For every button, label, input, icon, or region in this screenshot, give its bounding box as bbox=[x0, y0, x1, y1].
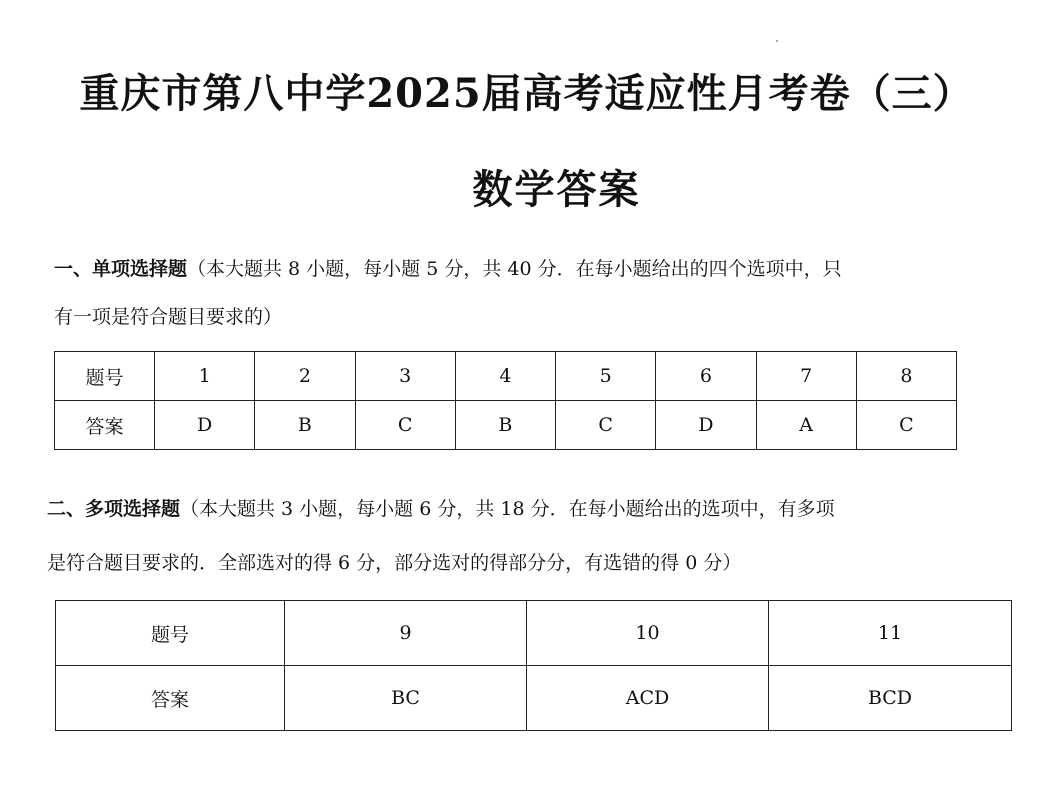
row-header-label: 题号 bbox=[56, 601, 285, 666]
answer-cell: D bbox=[155, 401, 255, 450]
answer-cell: A bbox=[756, 401, 856, 450]
page-subtitle: 数学答案 bbox=[472, 166, 641, 213]
row-answer-label: 答案 bbox=[56, 666, 285, 731]
question-number: 8 bbox=[856, 352, 956, 401]
section1-line2: 有一项是符合题目要求的） bbox=[54, 306, 283, 328]
answer-cell: B bbox=[255, 401, 355, 450]
section2-desc-line1: （本大题共 3 小题，每小题 6 分，共 18 分．在每小题给出的选项中，有多项 bbox=[180, 498, 835, 520]
page-title: 重庆市第八中学2025届高考适应性月考卷（三） bbox=[79, 70, 974, 117]
table-row bbox=[56, 666, 1012, 731]
scan-dot bbox=[776, 40, 778, 42]
table-row bbox=[56, 601, 1012, 666]
answer-cell: C bbox=[355, 401, 455, 450]
multiple-choice-answer-table bbox=[55, 600, 1012, 731]
section2-line1 bbox=[47, 484, 835, 534]
answer-cell: BC bbox=[285, 666, 527, 731]
answer-cell: BCD bbox=[769, 666, 1012, 731]
question-number: 2 bbox=[255, 352, 355, 401]
section2-line2: 是符合题目要求的．全部选对的得 6 分，部分选对的得部分分，有选错的得 0 分） bbox=[47, 552, 742, 574]
single-choice-answer-table bbox=[54, 351, 957, 450]
table-row bbox=[55, 352, 957, 401]
section1-heading: 一、单项选择题 bbox=[54, 258, 188, 280]
row-answer-label: 答案 bbox=[55, 401, 155, 450]
section1-desc-line1: （本大题共 8 小题，每小题 5 分，共 40 分．在每小题给出的四个选项中，只 bbox=[187, 258, 842, 280]
answer-cell: C bbox=[856, 401, 956, 450]
answer-cell: D bbox=[656, 401, 756, 450]
question-number: 3 bbox=[355, 352, 455, 401]
question-number: 5 bbox=[556, 352, 656, 401]
answer-cell: B bbox=[455, 401, 555, 450]
answer-cell: ACD bbox=[527, 666, 769, 731]
question-number: 4 bbox=[455, 352, 555, 401]
question-number: 9 bbox=[285, 601, 527, 666]
question-number: 11 bbox=[769, 601, 1012, 666]
answer-cell: C bbox=[556, 401, 656, 450]
question-number: 1 bbox=[155, 352, 255, 401]
question-number: 7 bbox=[756, 352, 856, 401]
row-header-label: 题号 bbox=[55, 352, 155, 401]
table-row bbox=[55, 401, 957, 450]
section2-heading: 二、多项选择题 bbox=[47, 498, 181, 520]
section1-line1 bbox=[54, 244, 842, 294]
question-number: 10 bbox=[527, 601, 769, 666]
question-number: 6 bbox=[656, 352, 756, 401]
